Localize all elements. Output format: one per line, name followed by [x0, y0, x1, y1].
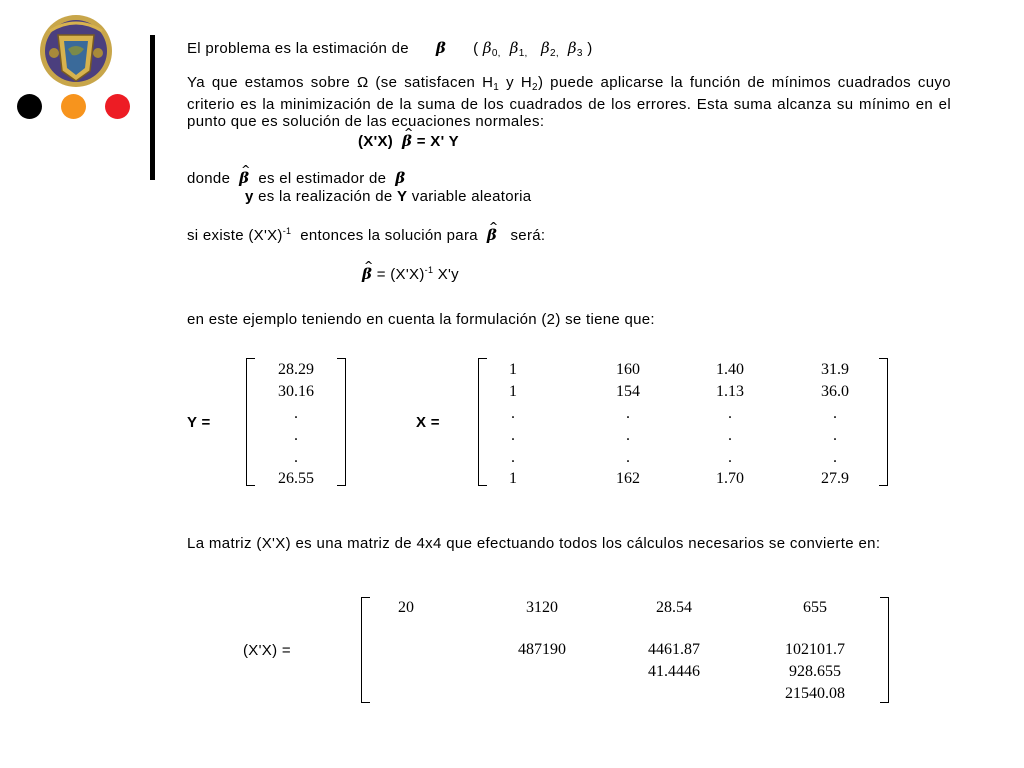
x-matrix-cell: .: [728, 405, 732, 422]
x-matrix-cell: .: [728, 449, 732, 466]
para-minimos: Ya que estamos sobre Ω (se satisfacen $H_1$ y $H_2$) puede aplicarse la función de mínimos cuadrados cuyo criterio es la minimización de la suma de los cuadrados de los errores. Esta suma alcanza su mínimo en el punto que es solución de las ecuaciones normales:: [187, 74, 951, 130]
x-matrix-cell: 162: [616, 470, 640, 487]
donde-line-1: donde ^ β es el estimador de β: [187, 170, 406, 187]
x-matrix-row: [478, 424, 888, 447]
y-matrix-row: [246, 380, 346, 403]
x-matrix-cell: 1: [509, 383, 517, 400]
y-matrix-row: [246, 446, 346, 469]
x-matrix-cell: .: [511, 449, 515, 466]
solution-equation: ^ $\beta = (X'X)^{-1}$ X'y: [362, 262, 459, 283]
x-matrix-cell: .: [626, 427, 630, 444]
red-dot-icon: [105, 94, 130, 119]
x-matrix-cell: 1.13: [716, 383, 744, 400]
omega-symbol: Ω: [356, 74, 369, 91]
xtx-matrix-cell: 655: [803, 599, 827, 616]
x-matrix-row: [478, 402, 888, 425]
x-matrix-cell: .: [833, 449, 837, 466]
x-label: X =: [416, 414, 440, 431]
xtx-matrix-row: [361, 682, 889, 705]
x-matrix-cell: .: [511, 405, 515, 422]
xtx-matrix-row: [361, 660, 889, 683]
y-matrix-row: [246, 467, 346, 490]
x-matrix-cell: .: [833, 427, 837, 444]
donde-line-2: y es la realización de Y variable aleatoria: [245, 188, 532, 205]
xtx-matrix: [361, 597, 889, 703]
vertical-divider: [150, 35, 155, 180]
existe-line: si existe $(X'X)^{-1}$ entonces la solución para ^ β será:: [187, 223, 545, 244]
ejemplo-line: en este ejemplo teniendo en cuenta la formulación (2) se tiene que:: [187, 311, 655, 328]
y-matrix-cell: .: [294, 427, 298, 444]
xtx-matrix-cell: 21540.08: [785, 685, 845, 702]
x-matrix-cell: 154: [616, 383, 640, 400]
y-matrix-row: [246, 424, 346, 447]
x-matrix-cell: .: [833, 405, 837, 422]
intro-line: El problema es la estimación de β ( $\beta_{0,}$ $\beta_{1,}$ $\beta_{2,}$ $\beta_3$ ): [187, 39, 593, 59]
xtx-matrix-cell: 928.655: [789, 663, 841, 680]
xtx-matrix-cell: 487190: [518, 641, 566, 658]
x-matrix-row: [478, 467, 888, 490]
orange-dot-icon: [61, 94, 86, 119]
x-matrix-cell: .: [728, 427, 732, 444]
y-matrix-row: [246, 358, 346, 381]
x-matrix-cell: 27.9: [821, 470, 849, 487]
y-matrix-cell: .: [294, 449, 298, 466]
y-matrix-row: [246, 402, 346, 425]
xtx-matrix-cell: 41.4446: [648, 663, 700, 680]
xtx-matrix-cell: 4461.87: [648, 641, 700, 658]
beta-symbol: β: [435, 39, 447, 57]
y-matrix-cell: 26.55: [278, 470, 314, 487]
y-matrix-cell: 28.29: [278, 361, 314, 378]
xtx-matrix-cell: 20: [398, 599, 414, 616]
x-matrix-cell: .: [626, 405, 630, 422]
black-dot-icon: [17, 94, 42, 119]
x-matrix-cell: 160: [616, 361, 640, 378]
unam-seal-logo: [38, 13, 114, 89]
x-matrix-cell: 1.70: [716, 470, 744, 487]
xtx-matrix-cell: 28.54: [656, 599, 692, 616]
y-label: Y =: [187, 414, 211, 431]
x-matrix-row: [478, 446, 888, 469]
x-matrix-row: [478, 358, 888, 381]
x-matrix-cell: 1: [509, 470, 517, 487]
x-matrix-cell: 1: [509, 361, 517, 378]
xtx-label: (X'X) =: [243, 642, 291, 659]
y-matrix-cell: .: [294, 405, 298, 422]
normal-equation: (X'X) ^ β = X' Y: [358, 133, 459, 150]
xtx-matrix-row: [361, 638, 889, 661]
x-matrix-cell: .: [626, 449, 630, 466]
y-matrix: [246, 358, 346, 486]
xtx-matrix-cell: 3120: [526, 599, 558, 616]
x-matrix: [478, 358, 888, 486]
matriz-paragraph: La matriz (X'X) es una matriz de 4x4 que efectuando todos los cálculos necesarios se convierte en:: [187, 535, 881, 552]
x-matrix-cell: .: [511, 427, 515, 444]
x-matrix-cell: 31.9: [821, 361, 849, 378]
xtx-matrix-row: [361, 596, 889, 619]
x-matrix-cell: 36.0: [821, 383, 849, 400]
x-matrix-cell: 1.40: [716, 361, 744, 378]
xtx-matrix-cell: 102101.7: [785, 641, 845, 658]
x-matrix-row: [478, 380, 888, 403]
y-matrix-cell: 30.16: [278, 383, 314, 400]
